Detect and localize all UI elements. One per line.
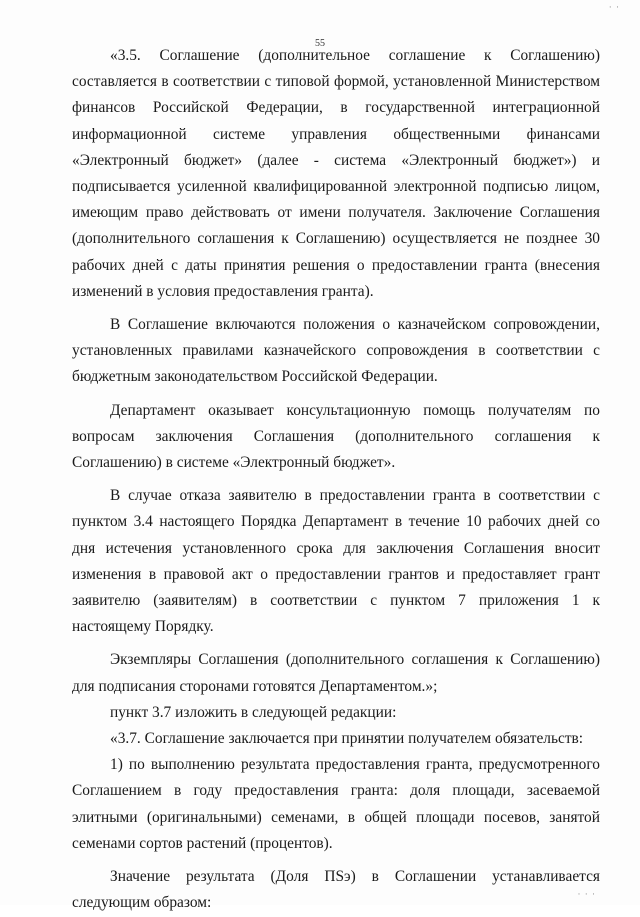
paragraph-treasury-support: В Соглашение включаются положения о казначейском сопровождении, установленных правилами казначейского сопровождения в соответствии с бюджетным законодательством Российской Федерации.	[72, 316, 600, 386]
paragraph-consultation: Департамент оказывает консультационную помощь получателям по вопросам заключения Соглашения (дополнительного соглашения к Соглашению) в системе «Электронный бюджет».	[72, 401, 600, 472]
paragraph-clause-3-7: «3.7. Соглашение заключается при принятии получателем обязательств:	[110, 730, 584, 748]
corner-mark-top: · ·	[608, 2, 620, 12]
paragraph-item-1: 1) по выполнению результата предоставления гранта, предусмотренного Соглашением в году предоставления гранта: доля площади, засеваемой элитными (оригинальными) семенами, в общей площади посевов, занятой семенами сортов растений (процентов).	[72, 756, 600, 852]
paragraph-refusal: В случае отказа заявителю в предоставлении гранта в соответствии с пунктом 3.4 настоящего Порядка Департамент в течение 10 рабочих дней со дня истечения установленного срока для заключения Соглашения вносит изменения в правовой акт о предоставлении грантов и предоставляет грант заявителю (заявителям) в соответствии с пунктом 7 приложения 1 к настоящему Порядку.	[72, 487, 600, 636]
paragraph-3-5: «3.5. Соглашение (дополнительное соглашение к Соглашению) составляется в соответствии с типовой формой, установленной Министерством финансов Российской Федерации, в государственной интеграционной информационной системе управления общественными финансами «Электронный бюджет» (далее - система «Электронный бюджет») и подписывается усиленной квалифицированной электронной подписью лицом, имеющим право действовать от имени получателя. Заключение Соглашения (дополнительного соглашения к Соглашению) осуществляется не позднее 30 рабочих дней с даты принятия решения о предоставлении гранта (внесения изменений в условия предоставления гранта).	[72, 47, 600, 300]
page-number: 55	[315, 38, 325, 49]
paragraph-result-value: Значение результата (Доля ПSэ) в Соглашении устанавливается следующим образом:	[72, 868, 600, 912]
paragraph-copies: Экземпляры Соглашения (дополнительного соглашения к Соглашению) для подписания сторонами готовятся Департаментом.»;	[72, 651, 600, 695]
document-body	[72, 43, 600, 917]
paragraph-clause-3-7-intro: пункт 3.7 изложить в следующей редакции:	[110, 703, 397, 721]
corner-mark-bottom: · · ·	[577, 889, 596, 899]
